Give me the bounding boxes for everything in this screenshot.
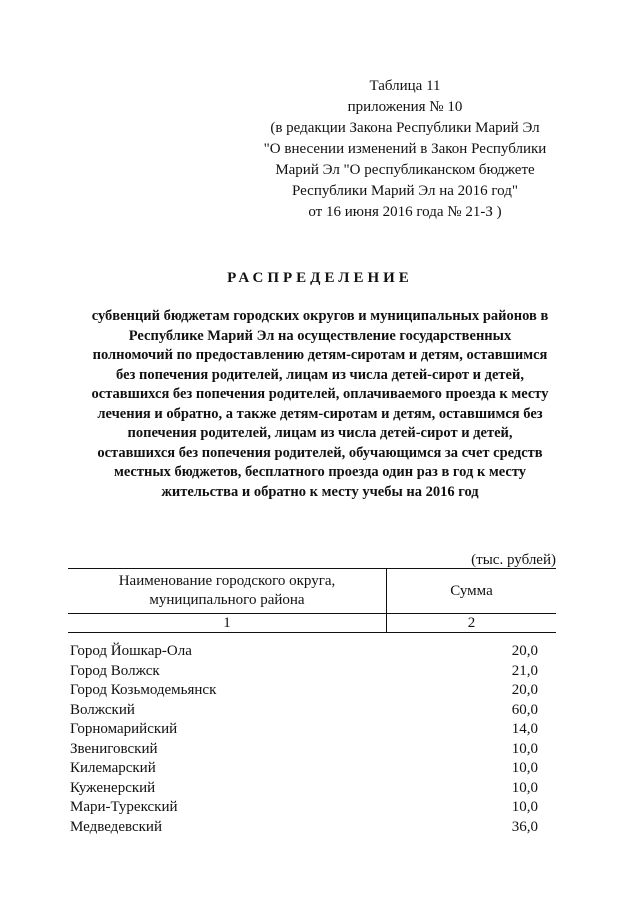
row-value: 10,0 <box>511 760 538 776</box>
header-line: приложения № 10 <box>347 99 463 115</box>
table-row <box>70 779 538 799</box>
header-line: Таблица 11 <box>369 78 441 94</box>
table-row <box>70 740 538 760</box>
table-row <box>70 642 538 662</box>
table-row <box>70 720 538 740</box>
subtitle-line: Республике Марий Эл на осуществление государственных <box>128 327 512 344</box>
row-value: 14,0 <box>511 721 538 737</box>
row-name: Город Йошкар-Ола <box>70 643 192 659</box>
distribution-rows <box>70 642 538 837</box>
row-value: 10,0 <box>511 779 538 796</box>
column-number-2: 2 <box>387 614 557 633</box>
row-name: Горномарийский <box>70 721 178 737</box>
row-value: 36,0 <box>511 818 538 835</box>
header-line: Республики Марий Эл на 2016 год" <box>291 183 519 199</box>
row-value: 20,0 <box>511 643 538 659</box>
subtitle-line: без попечения родителей, лицам из числа детей-сирот и детей, <box>116 366 524 383</box>
subtitle-line: лечения и обратно, а также детям-сиротам и детям, оставшимся без <box>97 405 543 422</box>
table-row <box>70 701 538 721</box>
row-name: Звениговский <box>70 740 158 757</box>
column-header-sum: Сумма <box>387 569 557 614</box>
column-header-name-line2: муниципального района <box>149 592 305 608</box>
row-value: 20,0 <box>511 682 538 698</box>
subtitle-line: местных бюджетов, бесплатного проезда один раз в год к месту <box>113 464 527 480</box>
header-line: "О внесении изменений в Закон Республики <box>263 141 547 157</box>
header-line: Марий Эл "О республиканском бюджете <box>275 162 535 178</box>
table-row <box>70 818 538 838</box>
distribution-table-header <box>68 568 556 633</box>
row-name: Медведевский <box>70 818 162 835</box>
row-name: Мари-Турекский <box>70 799 178 815</box>
subtitle-line: попечения родителей, лицам из числа детей-сирот и детей, <box>127 425 513 441</box>
row-name: Куженерский <box>70 779 156 796</box>
subtitle-line: полномочий по предоставлению детям-сиротам и детям, оставшимся <box>92 347 548 363</box>
row-name: Город Волжск <box>70 662 160 679</box>
header-line: (в редакции Закона Республики Марий Эл <box>270 120 540 136</box>
row-name: Килемарский <box>70 760 156 776</box>
column-header-name-line1: Наименование городского округа, <box>118 573 336 589</box>
table-row <box>70 798 538 818</box>
row-name: Город Козьмодемьянск <box>70 682 217 698</box>
row-value: 10,0 <box>511 799 538 815</box>
table-row <box>70 662 538 682</box>
header-line: от 16 июня 2016 года № 21-З ) <box>308 204 502 220</box>
document-subtitle <box>60 307 580 502</box>
column-number-1: 1 <box>68 614 387 633</box>
units-label: (тыс. рублей) <box>471 552 556 568</box>
subtitle-line: оставшихся без попечения родителей, оплачиваемого проезда к месту <box>91 386 549 402</box>
appendix-header <box>255 76 555 223</box>
column-header-name <box>68 569 387 614</box>
subtitle-line: жительства и обратно к месту учебы на 2016 год <box>161 483 479 500</box>
row-name: Волжский <box>70 701 135 718</box>
document-title: РАСПРЕДЕЛЕНИЕ <box>227 270 413 286</box>
subtitle-line: субвенций бюджетам городских округов и муниципальных районов в <box>91 308 549 324</box>
row-value: 10,0 <box>511 740 538 757</box>
row-value: 60,0 <box>511 701 538 718</box>
table-row <box>70 681 538 701</box>
subtitle-line: оставшихся без попечения родителей, обучающимся за счет средств <box>97 444 543 461</box>
table-row <box>70 759 538 779</box>
row-value: 21,0 <box>511 662 538 679</box>
